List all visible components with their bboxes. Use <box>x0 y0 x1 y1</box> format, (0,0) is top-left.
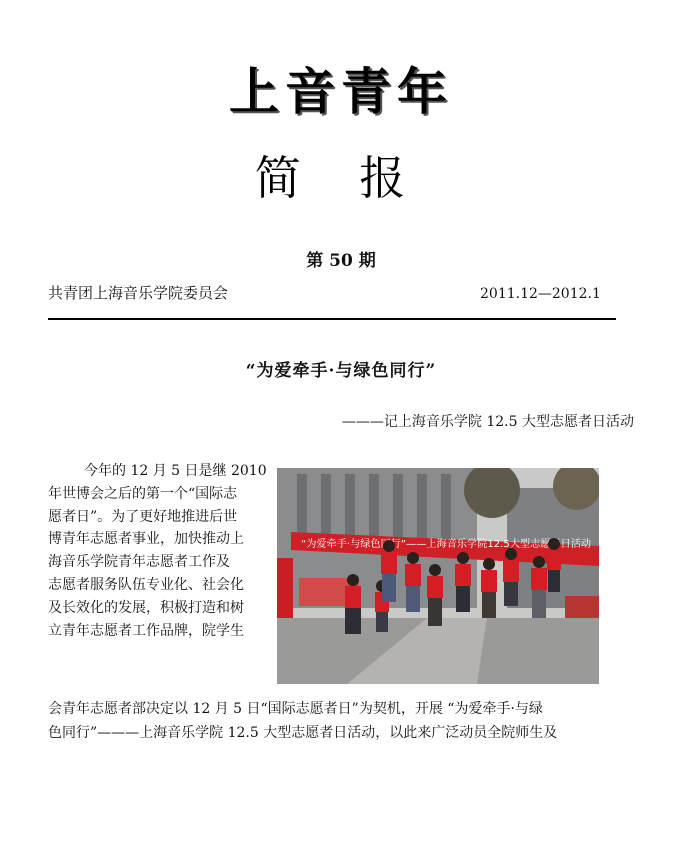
bulletin-subtitle: 简 报 <box>254 151 428 205</box>
paragraph-line: 愿者日”。为了更好地推进后世 <box>48 508 238 525</box>
paragraph-line: 年世博会之后的第一个“国际志 <box>48 485 238 502</box>
photo-banner-text: “为爱牵手·与绿色同行”——上海音乐学院12.5大型志愿者日活动 <box>301 539 587 550</box>
article-left-column <box>48 460 270 642</box>
paragraph-line: 会青年志愿者部决定以 12 月 5 日“国际志愿者日”为契机，开展 “为爱牵手·与绿 <box>48 701 543 717</box>
event-photo <box>277 468 599 684</box>
photo-red-pillar <box>277 558 293 624</box>
paragraph-line: 今年的 12 月 5 日是继 2010 <box>84 463 267 479</box>
article-body-full <box>48 697 638 745</box>
paragraph-line: 色同行”———上海音乐学院 12.5 大型志愿者日活动，以此来广泛动员全院师生及 <box>48 725 558 741</box>
paragraph-line: 立青年志愿者工作品牌，院学生 <box>48 622 244 639</box>
paragraph-line: 海音乐学院青年志愿者工作及 <box>48 554 230 571</box>
organization-name: 共青团上海音乐学院委员会 <box>48 284 229 302</box>
masthead-title: 上音青年 <box>229 62 453 121</box>
paragraph-line: 志愿者服务队伍专业化、社会化 <box>48 576 244 593</box>
issue-number: 第 50 期 <box>306 251 376 271</box>
article-headline: “为爱牵手·与绿色同行” <box>245 361 437 381</box>
paragraph-line: 博青年志愿者事业，加快推动上 <box>48 531 244 548</box>
date-range: 2011.12—2012.1 <box>480 286 601 302</box>
paragraph-line: 及长效化的发展，积极打造和树 <box>48 599 244 616</box>
photo-table <box>565 596 599 618</box>
header-divider <box>48 318 616 320</box>
article-byline: ———记上海音乐学院 12.5 大型志愿者日活动 <box>341 414 634 430</box>
